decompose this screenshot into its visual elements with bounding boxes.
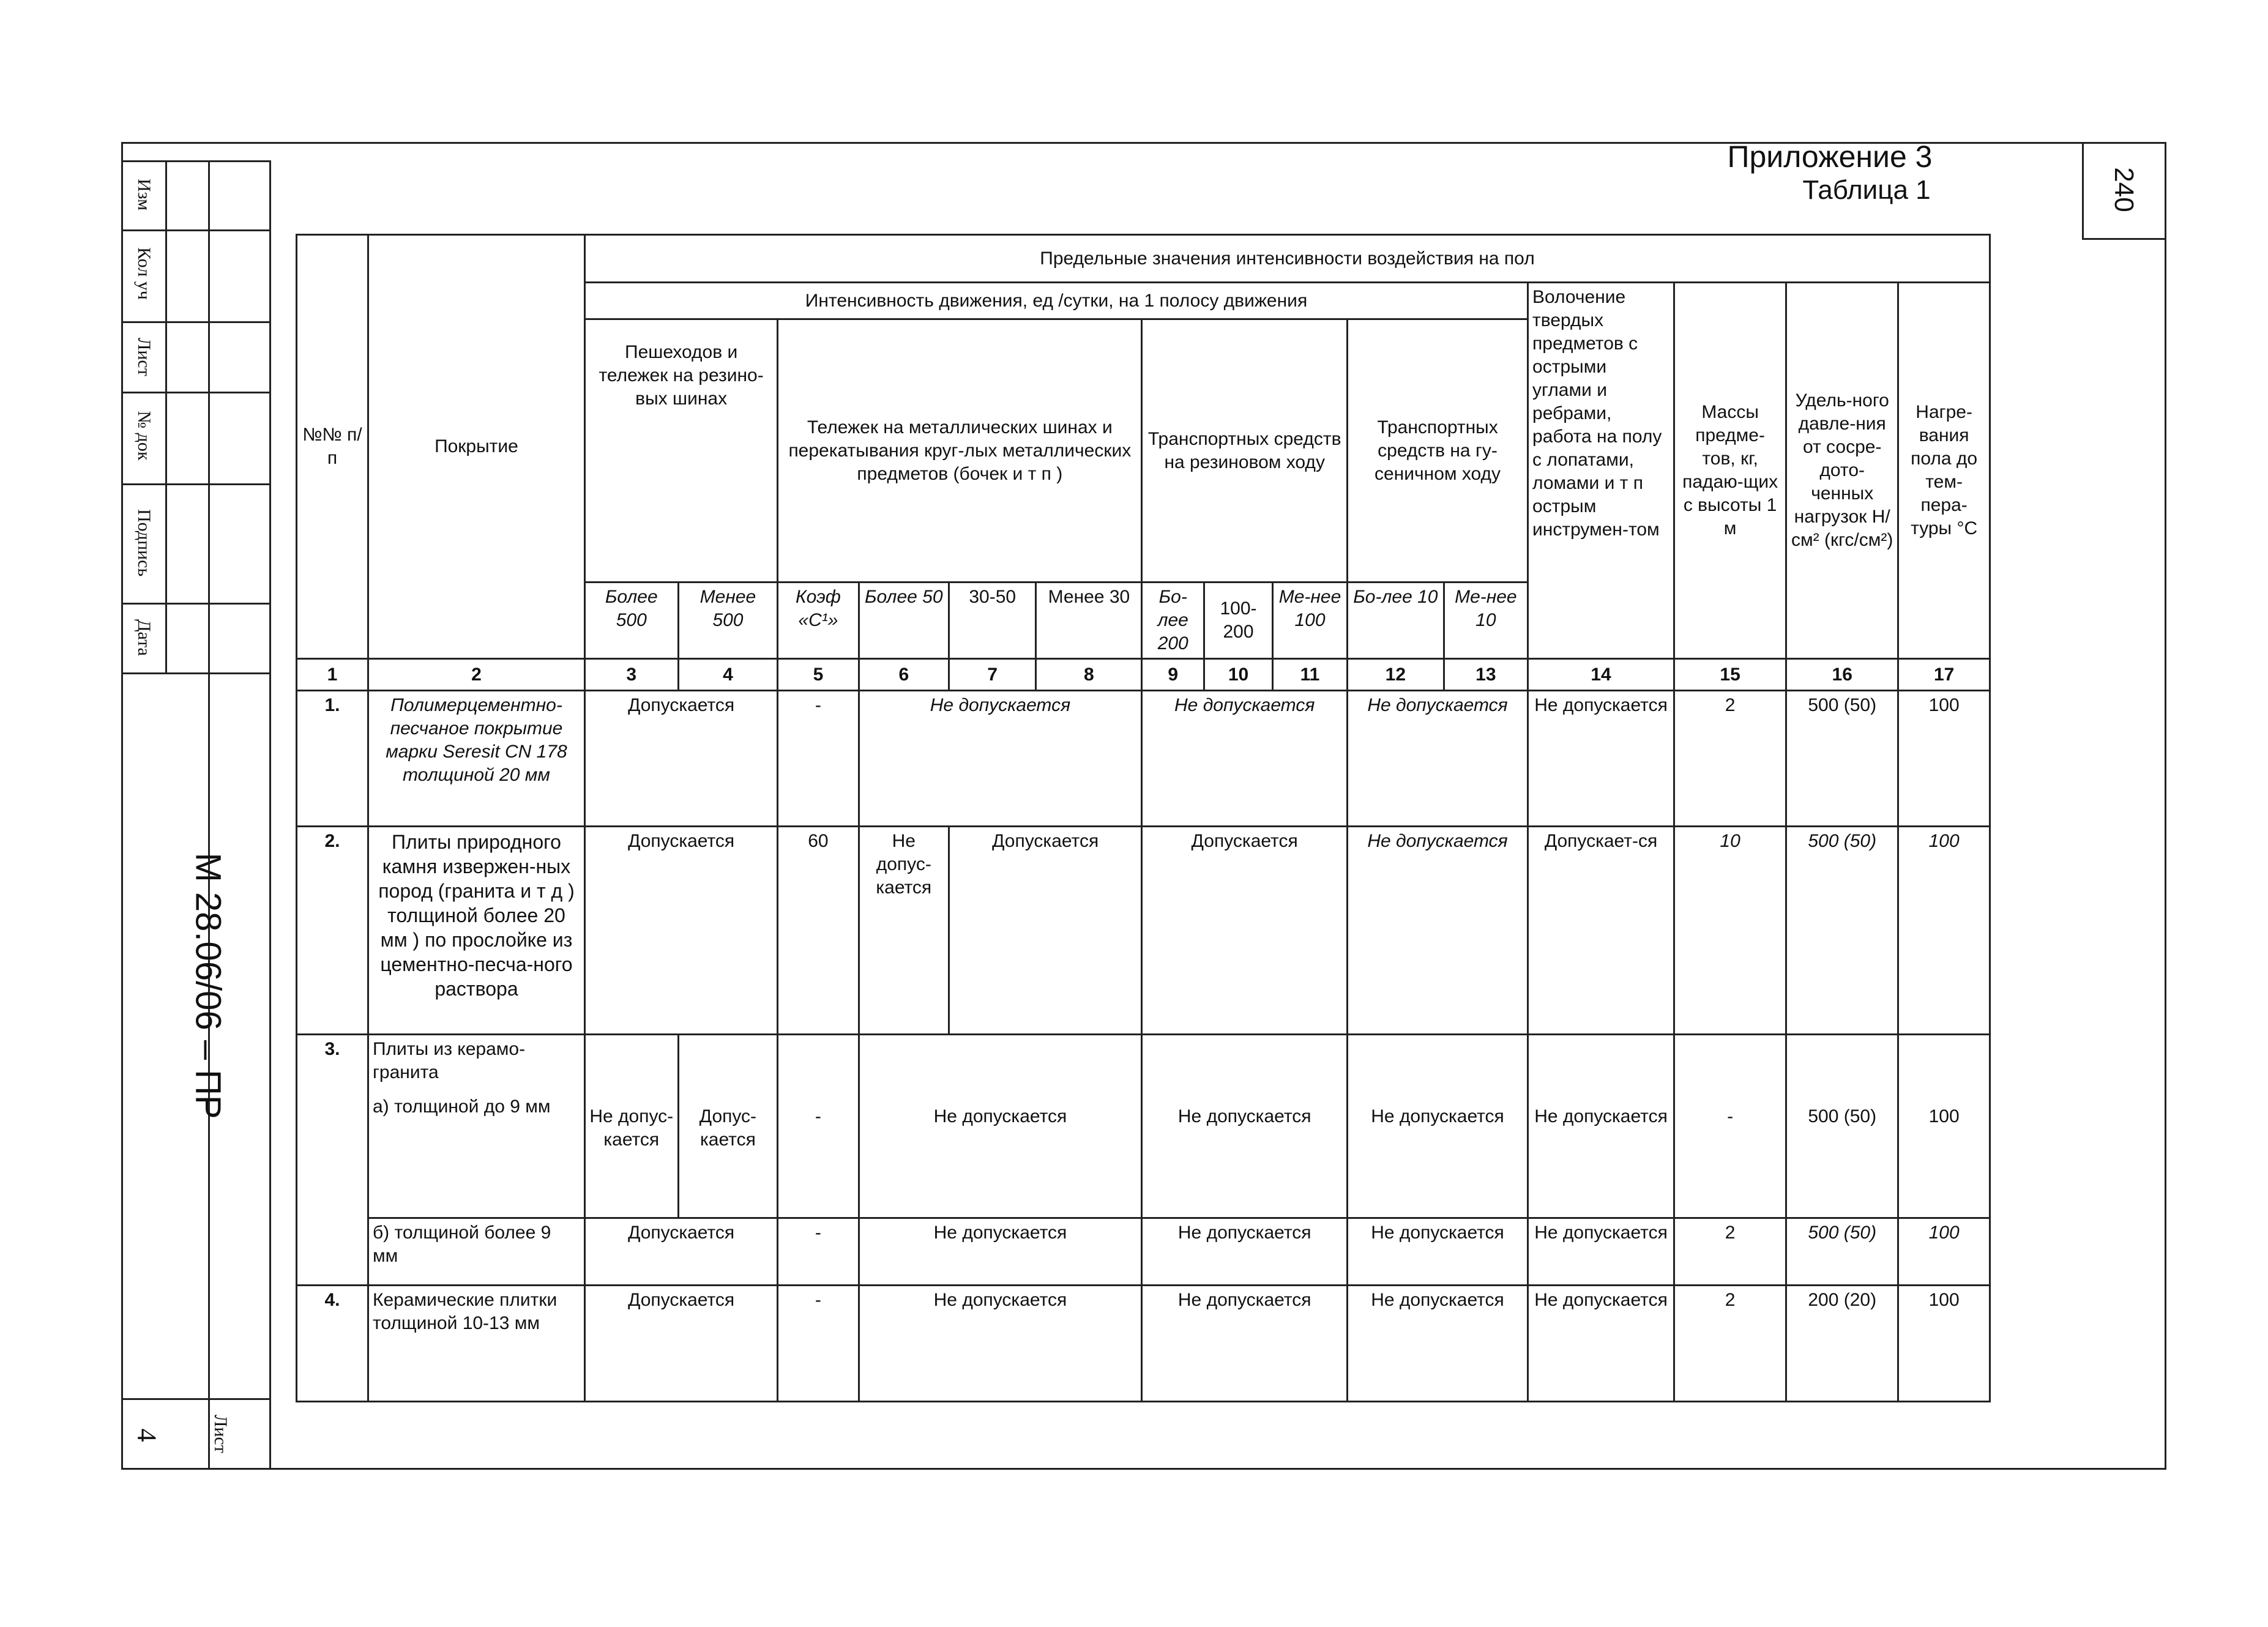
row-metal: Не допускается: [859, 691, 1142, 827]
header-metal: Тележек на металлических шинах и перекатывания круг-лых металлических предметов (бочек и т п ): [778, 319, 1142, 583]
table-row: [297, 1286, 1990, 1402]
col-number: 3: [584, 659, 678, 691]
table-row: [297, 691, 1990, 827]
table-row: [297, 1218, 1990, 1286]
row-rubber: Не допускается: [1142, 691, 1348, 827]
col-number: 13: [1444, 659, 1528, 691]
table-row: [297, 827, 1990, 1035]
sheet-number: 4: [132, 1428, 162, 1442]
stamp-izm-label: Изм: [134, 179, 154, 211]
row-heat: 100: [1898, 827, 1990, 1035]
row-drag: Допускает-ся: [1528, 827, 1674, 1035]
col-number: 4: [678, 659, 778, 691]
sub-30-50: 30-50: [949, 583, 1036, 659]
header-heat: Нагре-вания пола до тем-пера-туры °С: [1898, 283, 1990, 659]
stamp-line: [121, 603, 271, 605]
table-row: [297, 1035, 1990, 1218]
col-number: 6: [859, 659, 949, 691]
header-cover: Покрытие: [368, 235, 584, 659]
row-cover-sub-a: а) толщиной до 9 мм: [372, 1096, 551, 1117]
row-drag: Не допускается: [1528, 691, 1674, 827]
row-number: 4.: [297, 1286, 368, 1402]
row-pressure: 200 (20): [1786, 1286, 1898, 1402]
row-coef: 60: [778, 827, 859, 1035]
col-number: 11: [1272, 659, 1347, 691]
col-number: 10: [1204, 659, 1273, 691]
header-track: Транспортных средств на гу-сеничном ходу: [1348, 319, 1528, 583]
col-number: 17: [1898, 659, 1990, 691]
header-rubber: Транспортных средств на резиновом ходу: [1142, 319, 1348, 583]
table-number: Таблица 1: [1802, 175, 1931, 205]
col-number: 14: [1528, 659, 1674, 691]
col-number: 5: [778, 659, 859, 691]
row-heat: 100: [1898, 1286, 1990, 1402]
row-rubber: Не допускается: [1142, 1218, 1348, 1286]
col-number: 2: [368, 659, 584, 691]
col-number: 16: [1786, 659, 1898, 691]
header-pedestrians: Пешеходов и тележек на резино-вых шинах: [584, 319, 777, 583]
stamp-list-label: Лист: [134, 338, 154, 376]
row-track: Не допускается: [1348, 1286, 1528, 1402]
stamp-line: [121, 321, 271, 323]
stamp-line: [121, 1398, 271, 1400]
row-mass: 2: [1674, 1218, 1786, 1286]
sub-100-200: 100-200: [1204, 583, 1273, 659]
sub-more-50: Более 50: [859, 583, 949, 659]
col-number: 7: [949, 659, 1036, 691]
row-metal: Не допускается: [859, 1218, 1142, 1286]
sub-more-10: Бо-лее 10: [1348, 583, 1444, 659]
row-cover: Керамические плитки толщиной 10-13 мм: [368, 1286, 584, 1402]
sub-less-500: Менее 500: [678, 583, 778, 659]
row-heat: 100: [1898, 691, 1990, 827]
row-rubber: Не допускается: [1142, 1286, 1348, 1402]
row-pressure: 500 (50): [1786, 691, 1898, 827]
row-mass: 10: [1674, 827, 1786, 1035]
header-drag: Волочение твердых предметов с острыми углами и ребрами, работа на полу с лопатами, ломами и т п острым инструмен-том: [1528, 283, 1674, 659]
row-coef: -: [778, 1286, 859, 1402]
row-cover-title: Плиты из керамо-гранита: [372, 1039, 526, 1082]
row-coef: -: [778, 691, 859, 827]
stamp-kol-uch-label: Кол уч: [134, 247, 154, 300]
row-track: Не допускается: [1348, 1218, 1528, 1286]
row-pressure: 500 (50): [1786, 827, 1898, 1035]
row-pedestrians: Допускается: [584, 1218, 777, 1286]
header-pressure: Удель-ного давле-ния от сосре-дото-ченных нагрузок Н/см² (кгс/см²): [1786, 283, 1898, 659]
row-number: 1.: [297, 691, 368, 827]
row-pedestrians: Допускается: [584, 1286, 777, 1402]
row-cover: [368, 1035, 584, 1218]
row-more-50: Не допус-кается: [859, 827, 949, 1035]
stamp-line: [121, 483, 271, 485]
col-number: 8: [1036, 659, 1142, 691]
row-cover: Плиты природного камня извержен-ных пород (гранита и т д ) толщиной более 20 мм ) по прослойке из цементно-песча-ного раствора: [368, 827, 584, 1035]
stamp-line: [121, 229, 271, 231]
sub-coef: Коэф «С¹»: [778, 583, 859, 659]
stamp-line: [121, 392, 271, 393]
row-cover-sub-b: б) толщиной более 9 мм: [368, 1218, 584, 1286]
sub-less-10: Ме-нее 10: [1444, 583, 1528, 659]
row-track: Не допускается: [1348, 1035, 1528, 1218]
row-rubber: Допускается: [1142, 827, 1348, 1035]
row-number: 2.: [297, 827, 368, 1035]
row-heat: 100: [1898, 1035, 1990, 1218]
document-code: М 28.06/06 – ПР: [188, 852, 228, 1119]
header-intensity: Интенсивность движения, ед /сутки, на 1 полосу движения: [584, 283, 1528, 319]
row-pressure: 500 (50): [1786, 1035, 1898, 1218]
row-coef: -: [778, 1035, 859, 1218]
row-coef: -: [778, 1218, 859, 1286]
appendix-title: Приложение 3: [1727, 140, 1933, 174]
sub-less-100: Ме-нее 100: [1272, 583, 1347, 659]
row-mass: 2: [1674, 1286, 1786, 1402]
header-mass: Массы предме-тов, кг, падаю-щих с высоты 1 м: [1674, 283, 1786, 659]
row-drag: Не допускается: [1528, 1286, 1674, 1402]
stamp-ndok-label: № док: [134, 411, 154, 461]
stamp-data-label: Дата: [134, 619, 154, 656]
row-pedestrians: Допускается: [584, 827, 777, 1035]
stamp-podpis-label: Подпись: [134, 509, 154, 577]
row-track: Не допускается: [1348, 827, 1528, 1035]
sub-less-30: Менее 30: [1036, 583, 1142, 659]
row-less-500: Допус-кается: [678, 1035, 778, 1218]
col-number: 12: [1348, 659, 1444, 691]
row-metal-rest: Допускается: [949, 827, 1142, 1035]
sub-more-200: Бо-лее 200: [1142, 583, 1204, 659]
row-metal: Не допускается: [859, 1286, 1142, 1402]
row-metal: Не допускается: [859, 1035, 1142, 1218]
sheet-label: Лист: [211, 1415, 231, 1453]
row-number: 3.: [297, 1035, 368, 1286]
row-cover: Полимерцементно-песчаное покрытие марки Seresit CN 178 толщиной 20 мм: [368, 691, 584, 827]
limits-table: [296, 234, 1991, 1402]
row-rubber: Не допускается: [1142, 1035, 1348, 1218]
row-mass: -: [1674, 1035, 1786, 1218]
col-number: 9: [1142, 659, 1204, 691]
row-pedestrians: Допускается: [584, 691, 777, 827]
row-mass: 2: [1674, 691, 1786, 827]
row-heat: 100: [1898, 1218, 1990, 1286]
page-number: 240: [2109, 167, 2139, 212]
row-more-500: Не допус-кается: [584, 1035, 678, 1218]
col-number: 15: [1674, 659, 1786, 691]
row-drag: Не допускается: [1528, 1035, 1674, 1218]
col-number: 1: [297, 659, 368, 691]
row-track: Не допускается: [1348, 691, 1528, 827]
row-drag: Не допускается: [1528, 1218, 1674, 1286]
row-pressure: 500 (50): [1786, 1218, 1898, 1286]
sub-more-500: Более 500: [584, 583, 678, 659]
header-limits: Предельные значения интенсивности воздействия на пол: [584, 235, 1990, 283]
header-num: №№ п/п: [297, 235, 368, 659]
